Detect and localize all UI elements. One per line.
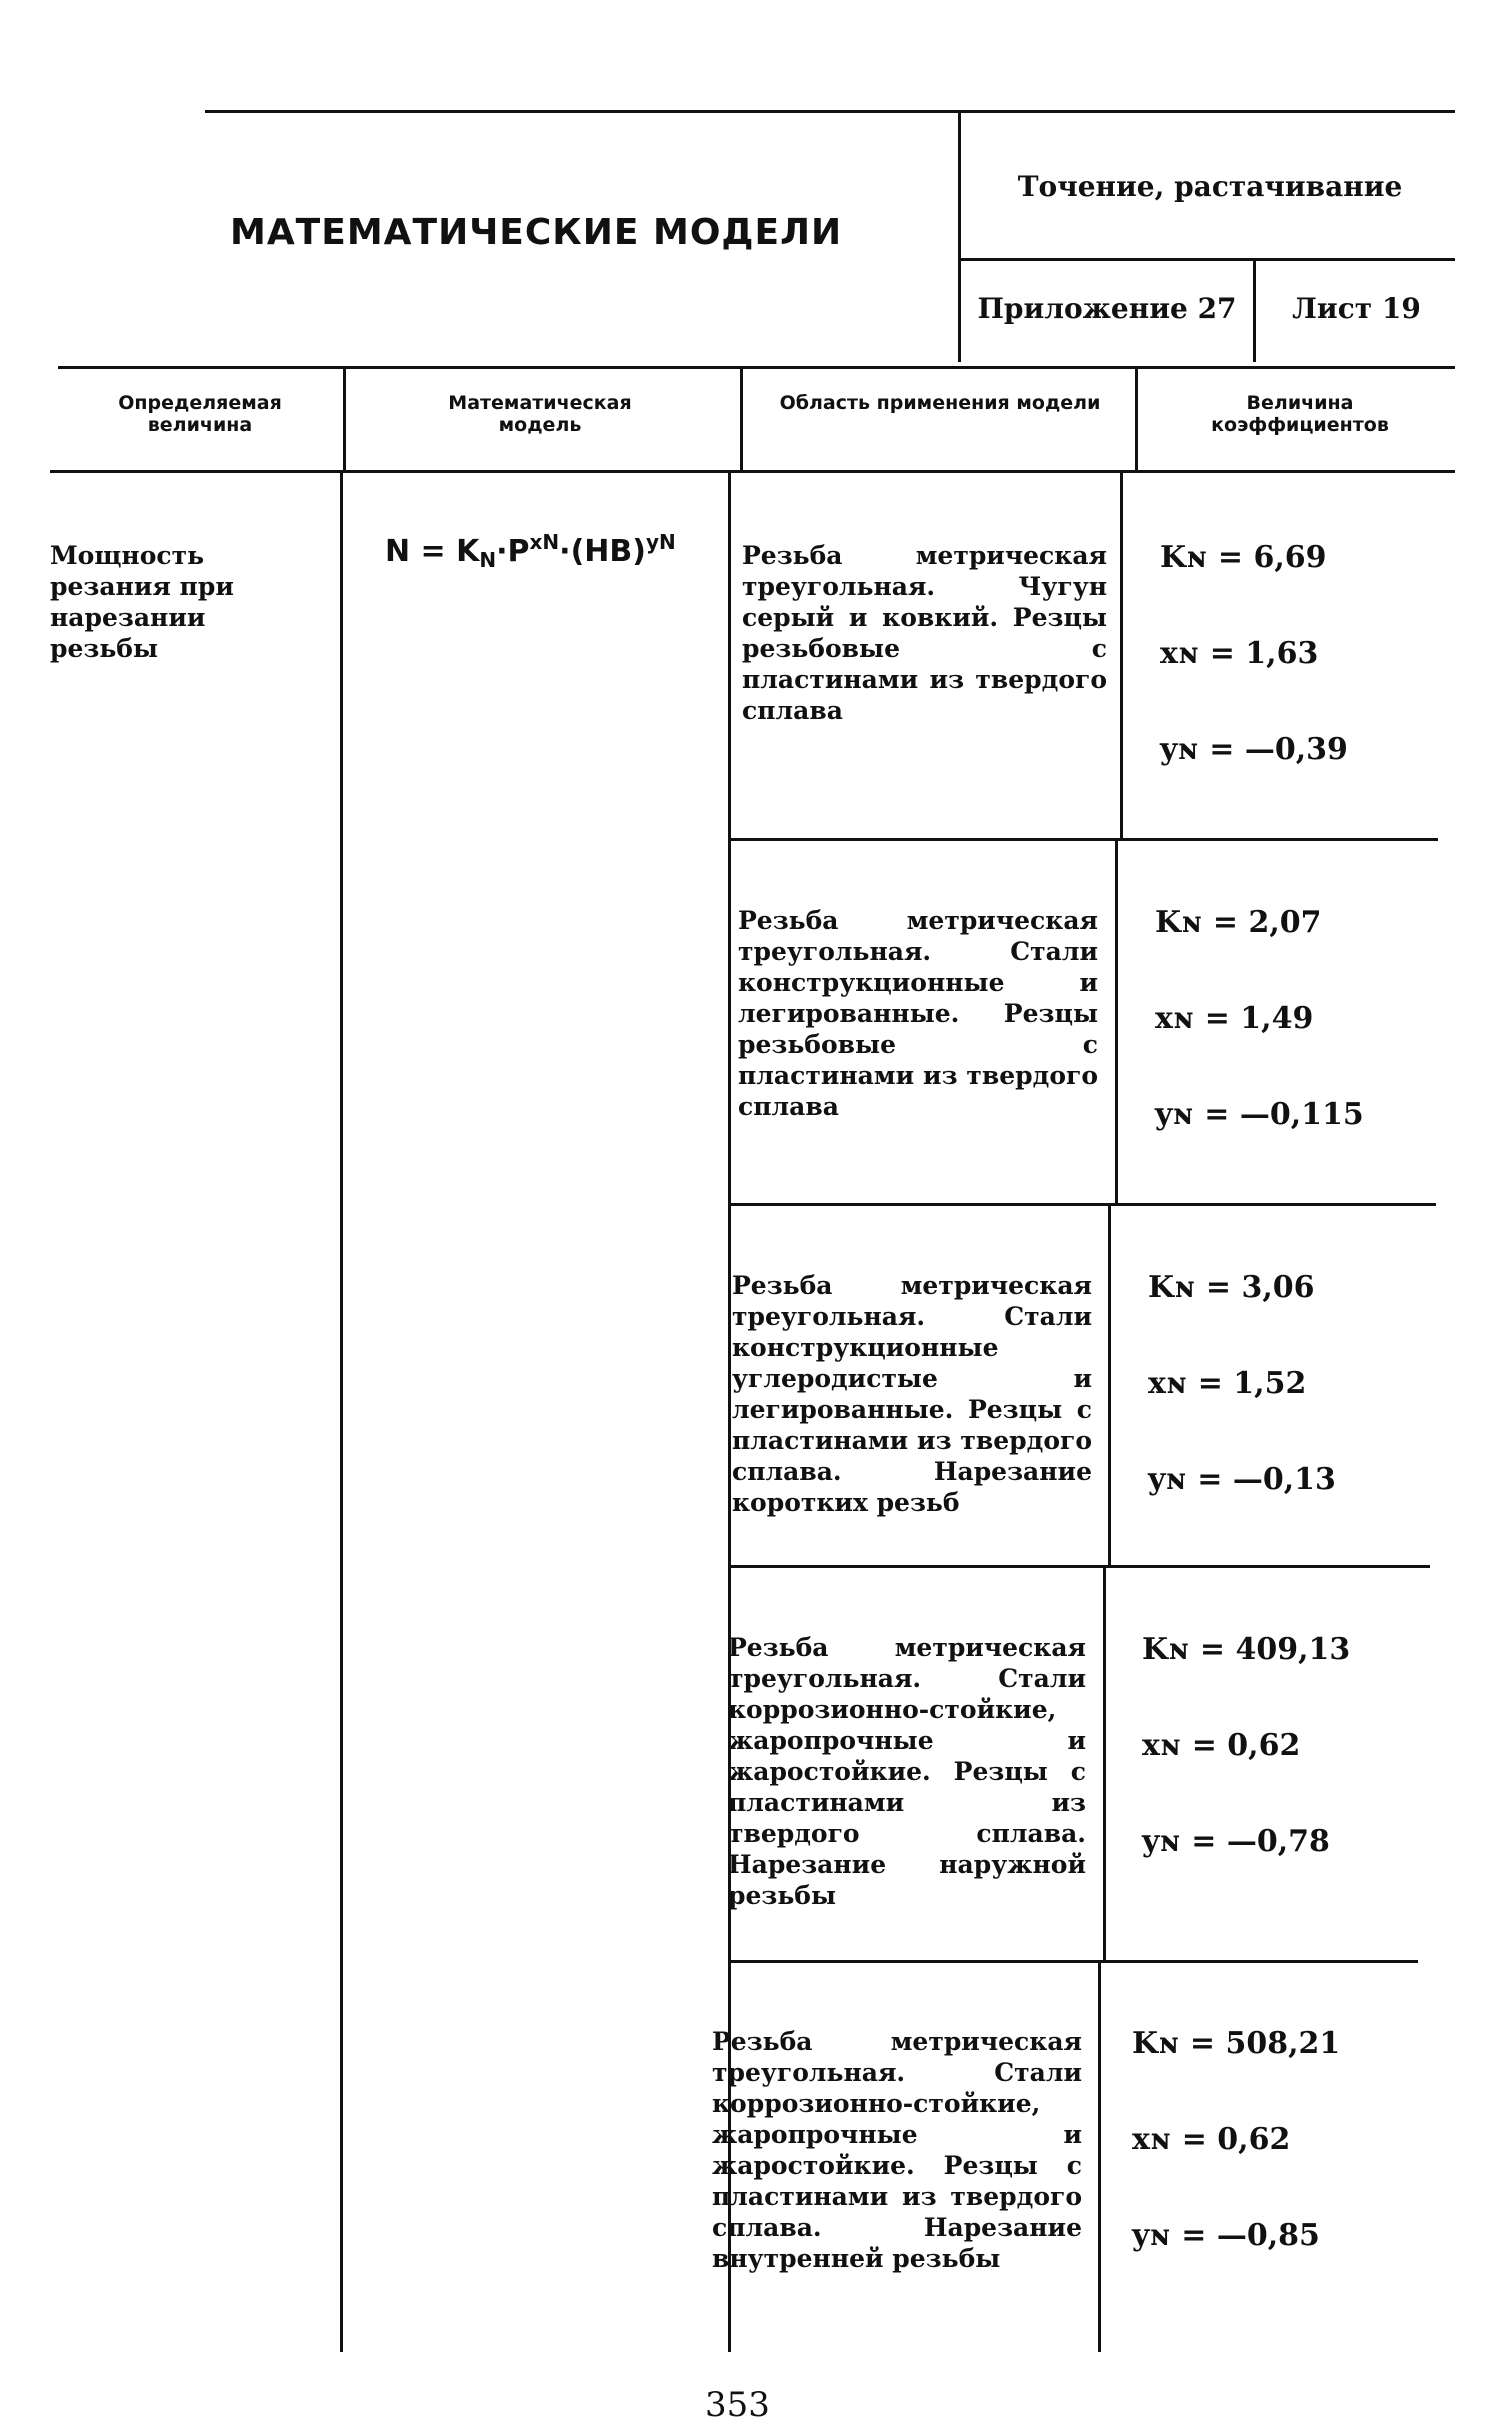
col-divider-1-head: [343, 366, 346, 472]
row1-y-value: yɴ = —0,39: [1160, 732, 1348, 767]
row5-x-value: xɴ = 0,62: [1132, 2122, 1291, 2157]
formula-sup-y: yN: [645, 530, 676, 554]
formula-mid: ·P: [496, 534, 530, 569]
row4-y-value: yɴ = —0,78: [1142, 1824, 1330, 1859]
row2-y-value: yɴ = —0,115: [1155, 1097, 1364, 1132]
column-header-quantity: Определяемая величина: [118, 392, 282, 436]
row1-x-value: xɴ = 1,63: [1160, 636, 1319, 671]
formula-tail: ·(HB): [559, 534, 646, 569]
row2-k-value: Kɴ = 2,07: [1155, 905, 1322, 940]
header-mid-rule: [958, 258, 1455, 261]
scope-row-3: Резьба метрическая треугольная. Стали конструкционные углеродистые и легированные. Резцы с пластинами из твердого сплава. Нарезание коротких резьб: [732, 1271, 1092, 1517]
table-head-rule: [50, 470, 1455, 473]
row4-x-value: xɴ = 0,62: [1142, 1728, 1301, 1763]
operation-label: Точение, растачивание: [1017, 170, 1403, 203]
row3-bottom-rule: [728, 1565, 1430, 1568]
formula-sub-n: N: [479, 548, 497, 572]
column-header-scope: Область применения модели: [779, 392, 1101, 414]
row5-divider: [1098, 1962, 1101, 2352]
table-top-rule: [58, 366, 1455, 369]
row4-divider: [1103, 1567, 1106, 1962]
formula-sup-x: xN: [529, 530, 560, 554]
row3-x-value: xɴ = 1,52: [1148, 1366, 1307, 1401]
scope-row-1: Резьба метрическая треугольная. Чугун серый и ковкий. Резцы резьбовые с пластинами из твердого сплава: [742, 541, 1107, 725]
column-header-model: Математическая модель: [448, 392, 632, 436]
row1-bottom-rule: [728, 838, 1438, 841]
row4-bottom-rule: [728, 1960, 1418, 1963]
top-rule: [205, 110, 1455, 113]
scope-row-4: Резьба метрическая треугольная. Стали коррозионно-стойкие, жаропрочные и жаростойкие. Резцы с пластинами из твердого сплава. Нарезание наружной резьбы: [728, 1633, 1086, 1910]
page-number: 353: [705, 2385, 770, 2425]
scope-row-2: Резьба метрическая треугольная. Стали конструкционные и легированные. Резцы резьбовые с пластинами из твердого сплава: [738, 906, 1098, 1121]
row5-k-value: Kɴ = 508,21: [1132, 2026, 1341, 2061]
appendix-label: Приложение 27: [977, 292, 1237, 325]
row2-divider: [1115, 840, 1118, 1205]
sheet-label: Лист 19: [1292, 292, 1421, 325]
col-divider-3-head: [1135, 366, 1138, 472]
row3-y-value: yɴ = —0,13: [1148, 1462, 1336, 1497]
col-divider-1: [340, 472, 343, 2352]
row3-divider: [1108, 1205, 1111, 1567]
row1-divider: [1120, 472, 1123, 840]
row1-k-value: Kɴ = 6,69: [1160, 540, 1327, 575]
formula-base: N = K: [385, 534, 480, 569]
row4-k-value: Kɴ = 409,13: [1142, 1632, 1351, 1667]
row2-bottom-rule: [728, 1203, 1436, 1206]
row3-k-value: Kɴ = 3,06: [1148, 1270, 1315, 1305]
col-divider-2-head: [740, 366, 743, 472]
math-model-formula: [385, 530, 676, 572]
quantity-cell: Мощность резания при нарезании резьбы: [50, 541, 234, 663]
header-divider: [958, 110, 961, 362]
row2-x-value: xɴ = 1,49: [1155, 1001, 1314, 1036]
row5-y-value: yɴ = —0,85: [1132, 2218, 1320, 2253]
page-title: МАТЕМАТИЧЕСКИЕ МОДЕЛИ: [230, 212, 843, 253]
column-header-coefficients: Величина коэффициентов: [1211, 392, 1389, 436]
scope-row-5: Резьба метрическая треугольная. Стали коррозионно-стойкие, жаропрочные и жаростойкие. Резцы с пластинами из твердого сплава. Нарезание внутренней резьбы: [712, 2027, 1082, 2273]
header-sheet-divider: [1253, 258, 1256, 362]
